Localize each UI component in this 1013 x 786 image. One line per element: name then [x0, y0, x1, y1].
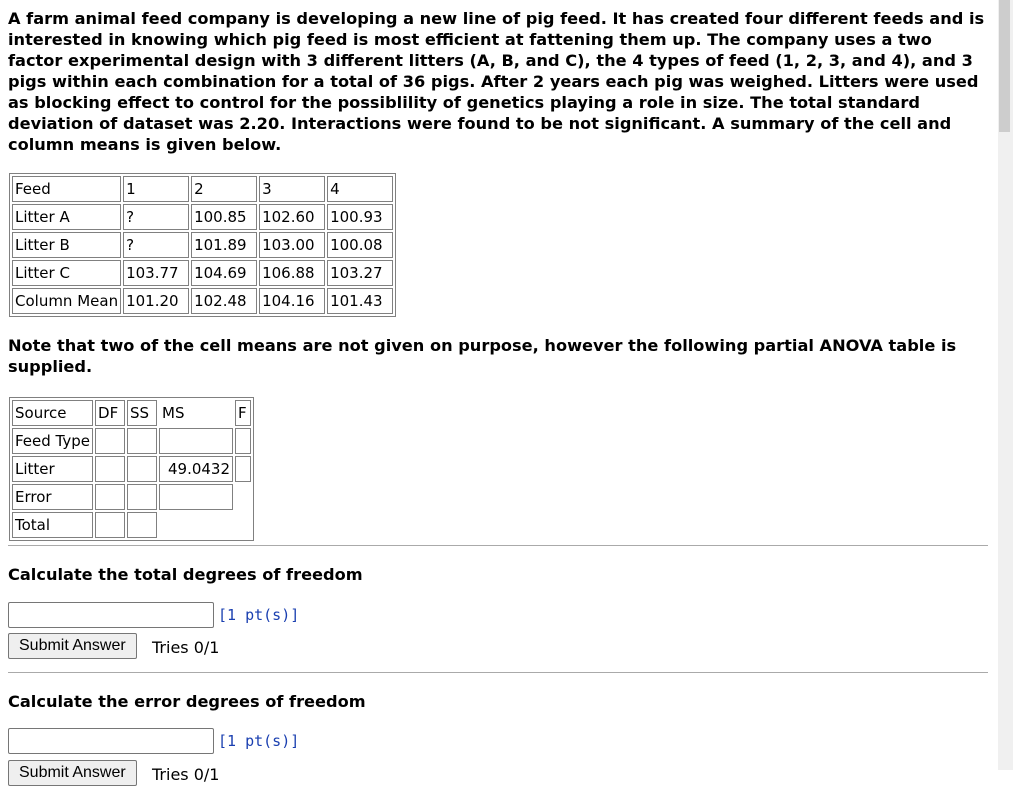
- anova-cell: [127, 456, 157, 482]
- means-header-cell: 3: [259, 176, 325, 202]
- anova-cell: Total: [12, 512, 93, 538]
- anova-cell: [95, 484, 125, 510]
- means-cell: 100.85: [191, 204, 257, 230]
- anova-cell: [235, 456, 251, 482]
- anova-header-row: [12, 400, 251, 426]
- anova-cell: [235, 428, 251, 454]
- total-df-points: [1 pt(s)]: [218, 606, 300, 624]
- anova-row-error: [12, 484, 251, 510]
- anova-header-cell: DF: [95, 400, 125, 426]
- total-df-submit-button[interactable]: Submit Answer: [8, 633, 137, 659]
- question-total-df-prompt: Calculate the total degrees of freedom: [8, 565, 363, 584]
- section-divider: [8, 672, 988, 673]
- means-cell: Column Mean: [12, 288, 121, 314]
- means-header-row: [12, 176, 393, 202]
- anova-cell: [95, 512, 125, 538]
- means-cell: Litter C: [12, 260, 121, 286]
- anova-cell: [127, 428, 157, 454]
- anova-row-litter: [12, 456, 251, 482]
- section-divider: [8, 545, 988, 546]
- error-df-answer-input[interactable]: [8, 728, 214, 754]
- anova-cell: [127, 484, 157, 510]
- vertical-scrollbar[interactable]: [998, 0, 1013, 770]
- anova-row-total: [12, 512, 251, 538]
- means-cell: 101.43: [327, 288, 393, 314]
- means-cell: 104.69: [191, 260, 257, 286]
- means-row-column-mean: [12, 288, 393, 314]
- anova-cell: [159, 484, 233, 510]
- means-cell: 103.27: [327, 260, 393, 286]
- means-cell: 104.16: [259, 288, 325, 314]
- means-row-litter-a: [12, 204, 393, 230]
- anova-header-cell: F: [235, 400, 251, 426]
- anova-table: [9, 397, 254, 541]
- scrollbar-thumb[interactable]: [999, 0, 1010, 132]
- means-row-litter-c: [12, 260, 393, 286]
- anova-empty-cell: [235, 512, 251, 538]
- problem-note: Note that two of the cell means are not given on purpose, however the following partial ANOVA table is supplied.: [8, 336, 957, 376]
- means-header-cell: Feed: [12, 176, 121, 202]
- means-cell: 103.00: [259, 232, 325, 258]
- error-df-points: [1 pt(s)]: [218, 732, 300, 750]
- means-cell: Litter B: [12, 232, 121, 258]
- means-cell: ?: [123, 232, 189, 258]
- anova-cell: Litter: [12, 456, 93, 482]
- means-cell: 100.93: [327, 204, 393, 230]
- total-df-tries: Tries 0/1: [152, 638, 220, 657]
- means-cell: ?: [123, 204, 189, 230]
- anova-cell: [95, 428, 125, 454]
- anova-cell: [127, 512, 157, 538]
- cell-means-table: [9, 173, 396, 317]
- means-cell: 103.77: [123, 260, 189, 286]
- means-cell: 102.60: [259, 204, 325, 230]
- anova-cell: [159, 428, 233, 454]
- means-cell: 106.88: [259, 260, 325, 286]
- means-cell: 102.48: [191, 288, 257, 314]
- anova-header-cell: MS: [162, 404, 185, 422]
- means-cell: 100.08: [327, 232, 393, 258]
- total-df-answer-input[interactable]: [8, 602, 214, 628]
- anova-empty-cell: [235, 484, 251, 510]
- error-df-tries: Tries 0/1: [152, 765, 220, 784]
- anova-cell: 49.0432: [159, 456, 233, 482]
- means-header-cell: 4: [327, 176, 393, 202]
- anova-cell: Feed Type: [12, 428, 93, 454]
- means-header-cell: 2: [191, 176, 257, 202]
- error-df-submit-button[interactable]: Submit Answer: [8, 760, 137, 786]
- anova-cell: [95, 456, 125, 482]
- means-cell: 101.20: [123, 288, 189, 314]
- question-error-df-prompt: Calculate the error degrees of freedom: [8, 692, 366, 711]
- means-cell: 101.89: [191, 232, 257, 258]
- means-header-cell: 1: [123, 176, 189, 202]
- means-row-litter-b: [12, 232, 393, 258]
- anova-header-cell: Source: [12, 400, 93, 426]
- anova-cell: Error: [12, 484, 93, 510]
- anova-empty-cell: [159, 512, 233, 538]
- problem-intro: A farm animal feed company is developing a new line of pig feed. It has created four different feeds and is interested in knowing which pig feed is most efficient at fattening them up. The company uses a two factor experimental design with 3 different litters (A, B, and C), the 4 types of feed (1, 2, 3, and 4), and 3 pigs within each combination for a total of 36 pigs. After 2 years each pig was weighed. Litters were used as blocking effect to control for the possiblility of genetics playing a role in size. The total standard deviation of dataset was 2.20. Interactions were found to be not significant. A summary of the cell and column means is given below.: [8, 9, 985, 154]
- anova-row-feed-type: [12, 428, 251, 454]
- problem-content: [8, 8, 990, 784]
- anova-header-cell: SS: [127, 400, 157, 426]
- means-cell: Litter A: [12, 204, 121, 230]
